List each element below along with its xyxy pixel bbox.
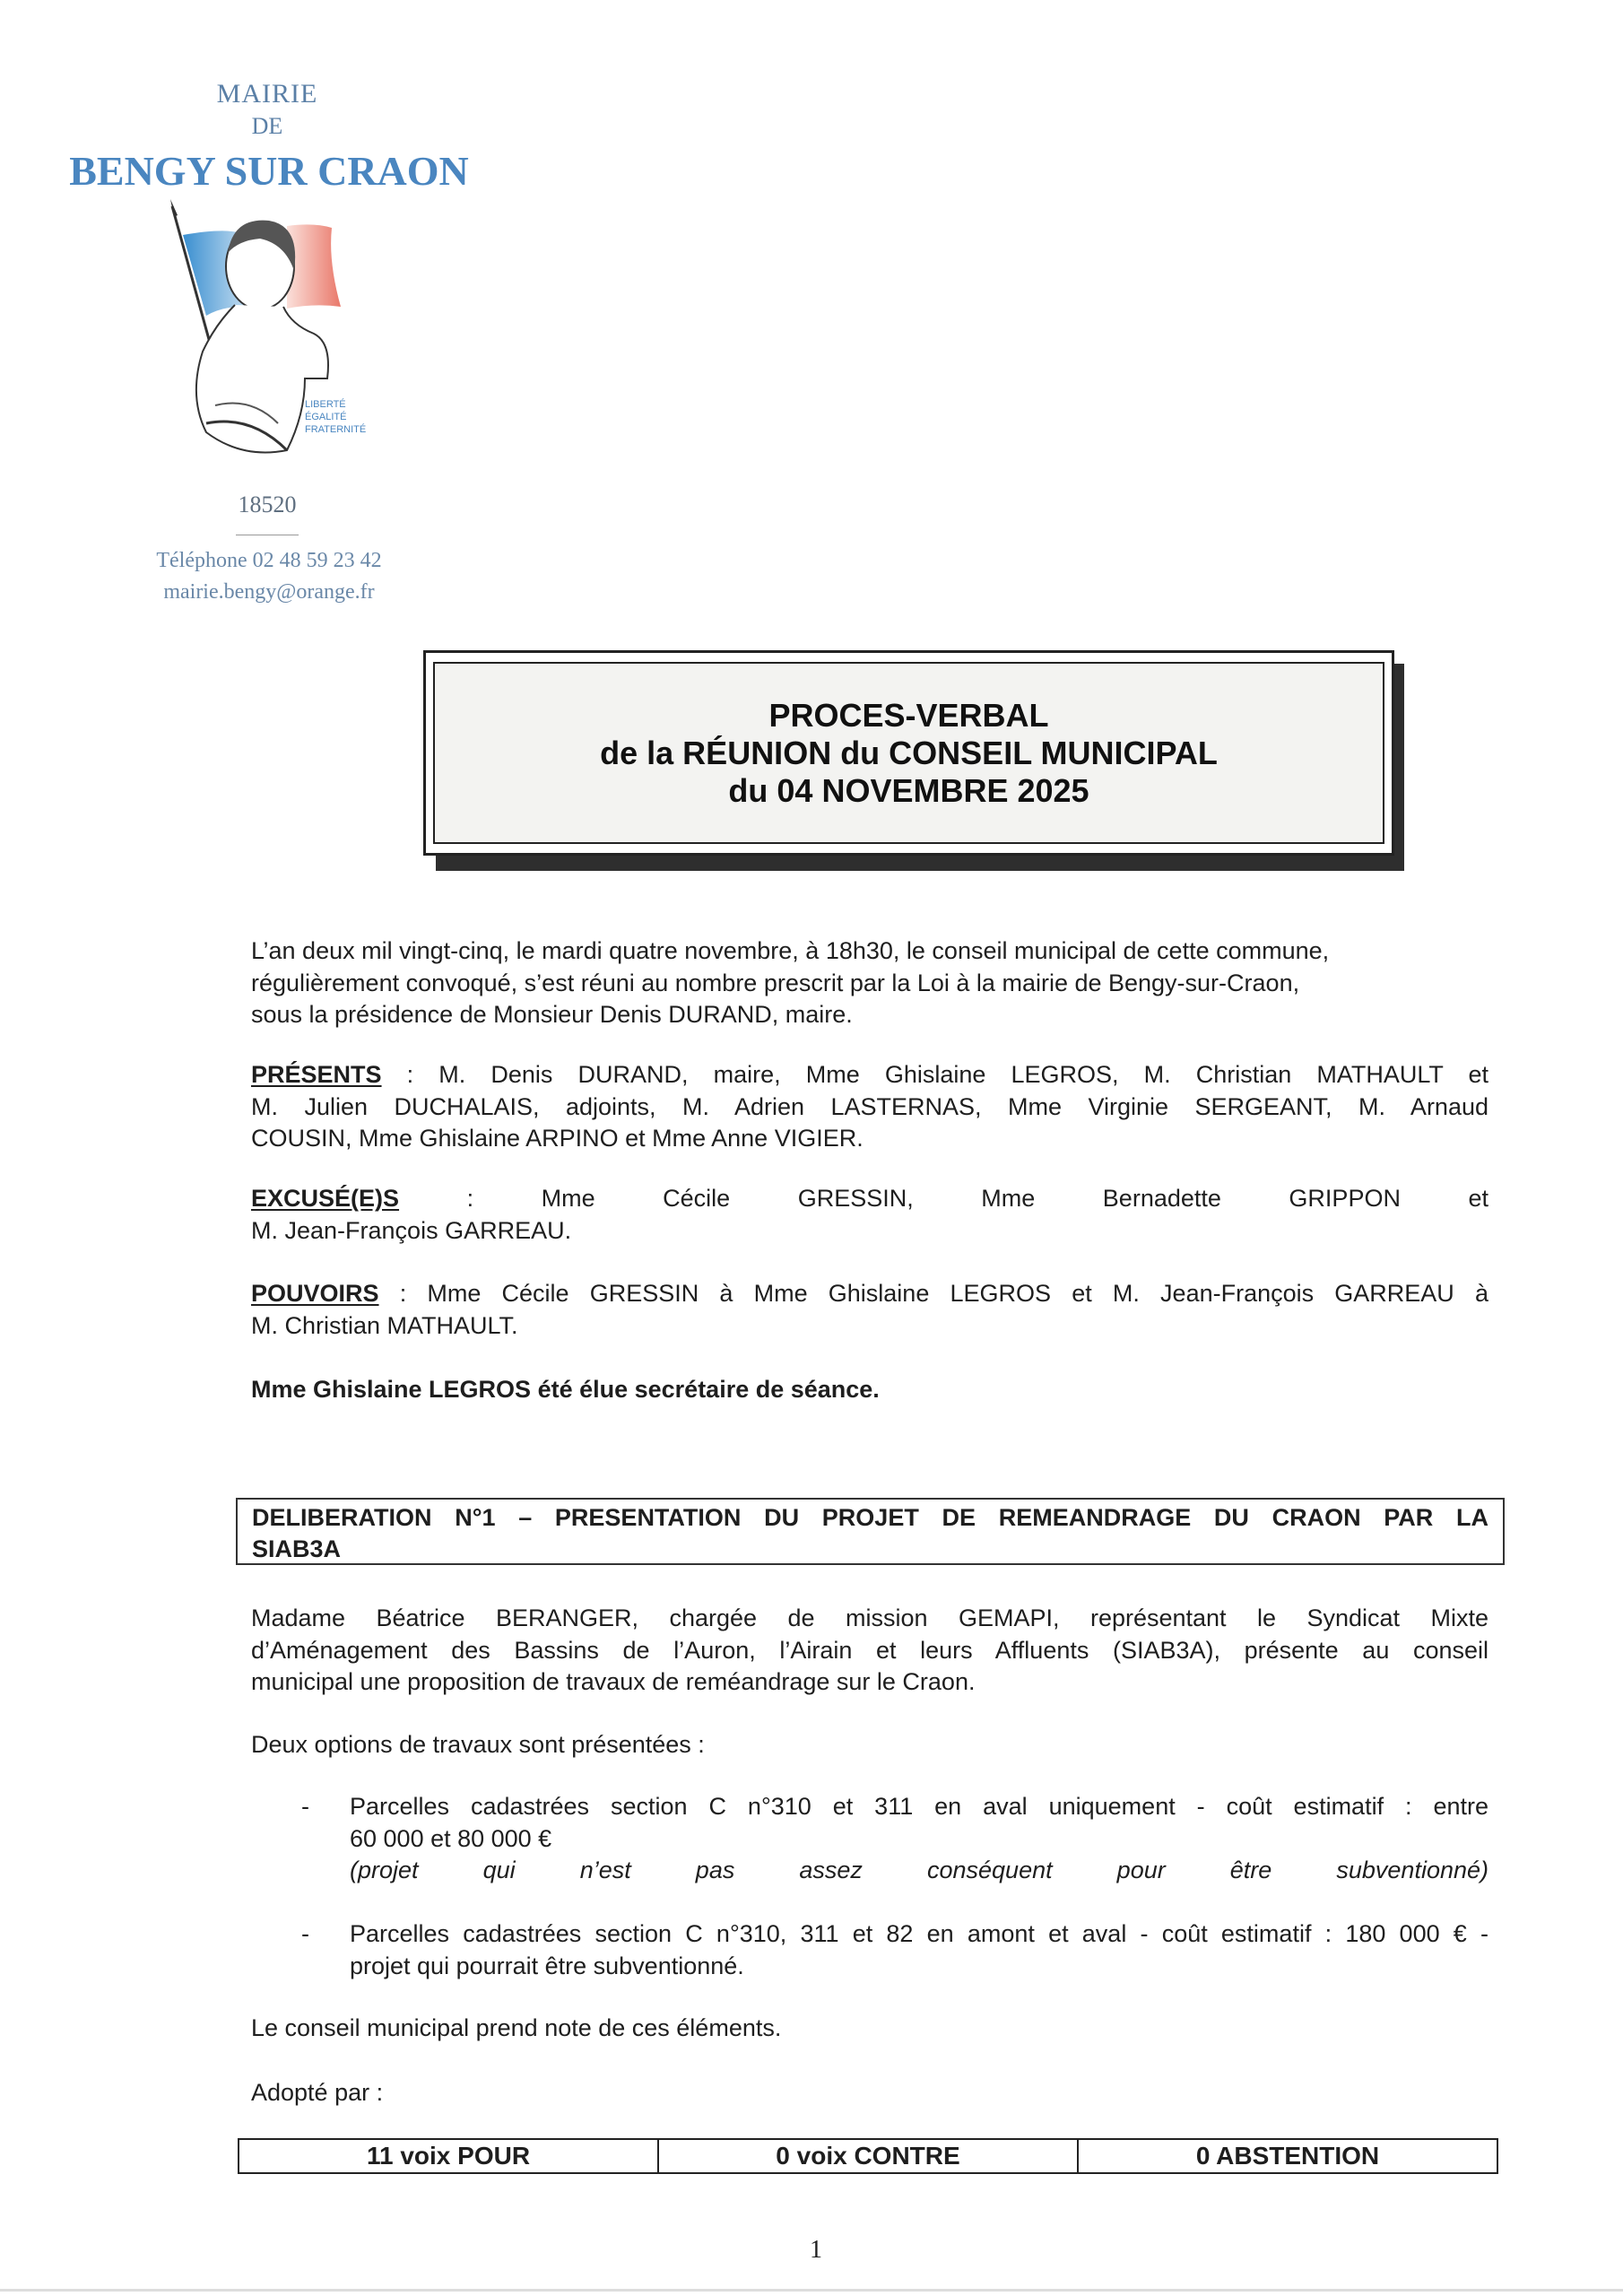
- text-line: M. Christian MATHAULT.: [251, 1311, 518, 1339]
- option-note: (projet qui n’est pas assez conséquent pour être subventionné): [350, 1857, 1488, 1883]
- options-intro: Deux options de travaux sont présentées :: [251, 1731, 705, 1758]
- excuses-paragraph: [251, 1183, 1488, 1247]
- text-line: d’Aménagement des Bassins de l’Auron, l’Airain et leurs Affluents (SIAB3A), présente au conseil: [251, 1636, 1488, 1664]
- text-line: Parcelles cadastrées section C n°310, 311 et 82 en amont et aval - coût estimatif : 180 000 € -: [350, 1920, 1488, 1947]
- text-line: : Mme Cécile GRESSIN, Mme Bernadette GRIPPON et: [399, 1185, 1488, 1212]
- title-box: [423, 650, 1394, 856]
- heading-line: DELIBERATION N°1 – PRESENTATION DU PROJET DE REMEANDRAGE DU CRAON PAR LA: [252, 1504, 1488, 1531]
- postal-code: 18520: [238, 491, 297, 517]
- presents-label: PRÉSENTS: [251, 1061, 382, 1088]
- page-edge: [0, 2289, 1623, 2292]
- title-line-3: du 04 NOVEMBRE 2025: [728, 771, 1089, 809]
- text-line: M. Jean-François GARREAU.: [251, 1216, 572, 1244]
- votes-abstention: 0 ABSTENTION: [1195, 2142, 1380, 2170]
- email: mairie.bengy@orange.fr: [163, 580, 375, 604]
- bullet-dash: -: [301, 1793, 309, 1820]
- text-line: régulièrement convoqué, s’est réuni au nombre prescrit par la Loi à la mairie de Bengy-sur-Craon,: [251, 969, 1300, 996]
- phone: Téléphone 02 48 59 23 42: [156, 549, 382, 572]
- text-line: M. Julien DUCHALAIS, adjoints, M. Adrien LASTERNAS, Mme Virginie SERGEANT, M. Arnaud: [251, 1092, 1488, 1120]
- text-line: municipal une proposition de travaux de reméandrage sur le Craon.: [251, 1668, 976, 1695]
- text-line: sous la présidence de Monsieur Denis DURAND, maire.: [251, 1001, 853, 1028]
- motto-egalite: ÉGALITÉ: [305, 412, 347, 422]
- votes-pour: 11 voix POUR: [239, 2140, 659, 2172]
- text-line: projet qui pourrait être subventionné.: [350, 1952, 744, 1979]
- title-line-1: PROCES-VERBAL: [768, 696, 1049, 734]
- text-line: : Mme Cécile GRESSIN à Mme Ghislaine LEGROS et M. Jean-François GARREAU à: [378, 1280, 1488, 1307]
- text-line: : M. Denis DURAND, maire, Mme Ghislaine LEGROS, M. Christian MATHAULT et: [381, 1061, 1488, 1088]
- deliberation-heading: [236, 1498, 1505, 1565]
- heading-line: SIAB3A: [252, 1535, 342, 1562]
- motto-liberte: LIBERTÉ: [305, 399, 346, 410]
- intro-paragraph: [251, 935, 1488, 1031]
- vote-table: [238, 2138, 1498, 2174]
- marianne-logo: [170, 199, 377, 483]
- text-line: L’an deux mil vingt-cinq, le mardi quatre novembre, à 18h30, le conseil municipal de cette commune,: [251, 937, 1330, 964]
- excuses-label: EXCUSÉ(E)S: [251, 1185, 400, 1212]
- text-line: COUSIN, Mme Ghislaine ARPINO et Mme Anne VIGIER.: [251, 1125, 864, 1152]
- motto-fraternite: FRATERNITÉ: [305, 424, 367, 435]
- flag-red: [287, 224, 341, 309]
- option-2: [350, 1918, 1488, 1982]
- bullet-dash: -: [301, 1920, 309, 1947]
- secretary-statement: Mme Ghislaine LEGROS été élue secrétaire de séance.: [251, 1376, 880, 1403]
- letterhead-de: DE: [251, 113, 283, 139]
- presentation-paragraph: [251, 1603, 1488, 1699]
- page-number: 1: [810, 2236, 822, 2264]
- commune-name: BENGY SUR CRAON: [69, 148, 469, 194]
- text-line: 60 000 et 80 000 €: [350, 1824, 552, 1852]
- title-line-2: de la RÉUNION du CONSEIL MUNICIPAL: [600, 734, 1218, 771]
- presents-paragraph: [251, 1059, 1488, 1155]
- adopted-by: Adopté par :: [251, 2079, 384, 2106]
- votes-contre: 0 voix CONTRE: [659, 2140, 1079, 2172]
- note-taken: Le conseil municipal prend note de ces éléments.: [251, 2014, 782, 2041]
- text-line: Madame Béatrice BERANGER, chargée de mission GEMAPI, représentant le Syndicat Mixte: [251, 1605, 1488, 1631]
- pouvoirs-label: POUVOIRS: [251, 1280, 379, 1307]
- pouvoirs-paragraph: [251, 1278, 1488, 1342]
- text-line: Parcelles cadastrées section C n°310 et 311 en aval uniquement - coût estimatif : entre: [350, 1793, 1488, 1820]
- letterhead-mairie: MAIRIE: [216, 79, 318, 109]
- option-1: [350, 1791, 1488, 1887]
